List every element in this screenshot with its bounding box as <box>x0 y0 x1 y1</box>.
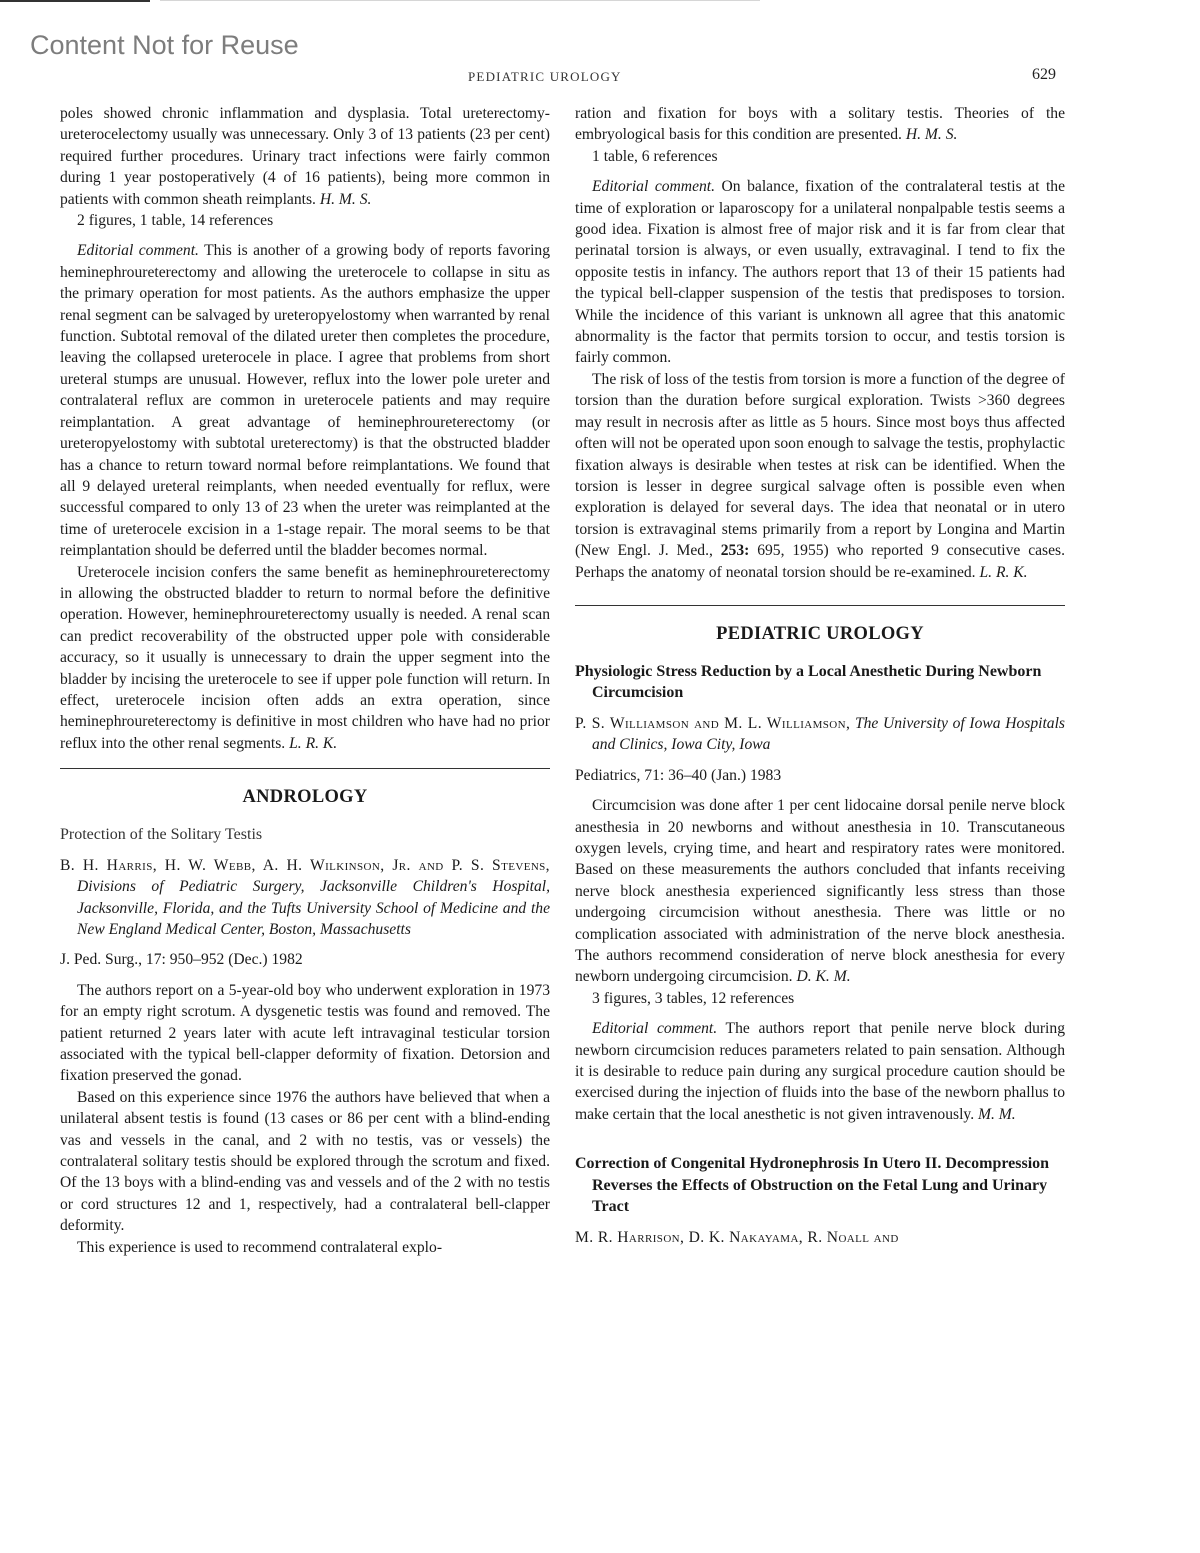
section-heading: ANDROLOGY <box>242 787 368 808</box>
article-authors <box>60 855 550 941</box>
section-divider <box>575 605 1065 606</box>
volume-number: 253: <box>720 542 750 560</box>
editorial-comment: Editorial comment. The authors report that penile nerve block during newborn circumcision reduces parameters related to pain sensation. Although it is desirable to reduce pain during any surgical procedure caution should be exercised during the injection of fluids into the base of the newborn phallus to make certain that the local anesthetic is not given intravenously. M. M. <box>575 1020 1065 1123</box>
scan-edge-line <box>0 0 150 2</box>
abstract-paragraph: Circumcision was done after 1 per cent lidocaine dorsal penile nerve block anesthesia in 20 newborns and without anesthesia in 10. Transcutaneous oxygen levels, crying time, and heart and respiratory rates were monitored. Based on these measurements the authors concluded that infants receiving nerve block anesthesia experienced significantly less stress than those undergoing circumcision without anesthesia. There was little or no complication associated with administration of the nerve block anesthesia. The authors recommend consideration of nerve block anesthesia for every newborn undergoing circumcision. D. K. M. <box>575 797 1065 986</box>
abstract-paragraph: This experience is used to recommend contralateral explo- <box>77 1238 443 1256</box>
watermark: Content Not for Reuse <box>30 30 299 60</box>
article-title: Protection of the Solitary Testis <box>60 826 263 844</box>
reference-count: 1 table, 6 references <box>592 147 718 165</box>
article-title: Correction of Congenital Hydronephrosis In Utero II. Decompression Reverses the Effects of Obstruction on the Fetal Lung and Urinary Tract <box>575 1155 1050 1216</box>
editorial-comment: Editorial comment. On balance, fixation of the contralateral testis at the time of exploration or laparoscopy for a unilateral nonpalpable testis seems a good idea. Fixation is almost free of major risk and it is far from clear that perinatal torsion is always, or even usually, extravaginal. I tend to fix the opposite testis in infancy. The authors report that 13 of their 15 patients had the typical bell-clapper suspension of the testis that predisposes to torsion. While the incidence of this variant is unknown all agree that this anatomic abnormality is the factor that permits torsion to occur, and testis torsion is fairly common. <box>575 178 1065 367</box>
editor-initials: L. R. K. <box>289 734 338 752</box>
editorial-label: Editorial comment. <box>592 1020 718 1038</box>
article-authors <box>575 1227 1065 1248</box>
reference-count: 3 figures, 3 tables, 12 references <box>592 989 795 1007</box>
section-heading: PEDIATRIC UROLOGY <box>716 623 924 644</box>
abstract-paragraph: The authors report on a 5-year-old boy who underwent exploration in 1973 for an empty right scrotum. A dysgenetic testis was found and removed. The patient returned 2 years later with acute left intravaginal testicular torsion associated with the typical bell-clapper deformity of fixation. Detorsion and fixation preserved the gonad. <box>60 981 550 1085</box>
abstractor-initials: H. M. S. <box>905 126 958 144</box>
editorial-paragraph: The risk of loss of the testis from torsion is more a function of the degree of torsion than the duration before surgical exploration. Twists >360 degrees may result in necrosis after as little as 5 hours. Since most boys thus affected often will not be operated upon soon enough to salvage the testis, prophylactic fixation always is desirable when testes at risk can be identified. When the torsion is lesser in degree surgical salvage often is possible even when exploration is delayed for several days. The idea that neonatal or in utero torsion is extravaginal stems primarily from a report by Longina and Martin (New Engl. J. Med., 253: 695, 1955) who reported 9 consecutive cases. Perhaps the anatomy of neonatal torsion should be re-examined. L. R. K. <box>575 370 1065 581</box>
author-affiliation: The University of Iowa Hospitals and Clinics, Iowa City, Iowa <box>592 714 1065 754</box>
article-authors <box>575 713 1065 756</box>
right-column <box>575 103 1065 1257</box>
section-divider <box>60 768 550 769</box>
editorial-label: Editorial comment. <box>592 178 716 196</box>
left-column <box>60 103 550 1258</box>
article-title: Physiologic Stress Reduction by a Local Anesthetic During Newborn Circumcision <box>575 662 1042 702</box>
abstract-paragraph: Based on this experience since 1976 the authors have believed that when a unilateral absent testis is found (13 cases or 86 per cent with a blind-ending vas and vessels in the canal, and 2 with no testis, vas or vessels) the contralateral solitary testis should be explored through the scrotum and fixed. Of the 13 boys with a blind-ending vas and vessels and of the 2 with no testis or cord structures 12 and 1, respectively, had a contralateral bell-clapper deformity. <box>60 1088 550 1235</box>
editorial-paragraph: Ureterocele incision confers the same benefit as heminephroureterectomy in allowing the obstructed bladder to return to normal before the definitive operation. However, heminephroureterectomy usually is needed. A renal scan can predict recoverability of the obstructed upper pole with considerable accuracy, so it usually is unnecessary to drain the upper segment into the bladder by incising the ureterocele to see if upper pole function will return. In effect, ureterocele incision often adds an extra operation, since heminephroureterectomy is definitive in most children who have had no prior reflux into the other renal segments. L. R. K. <box>60 563 550 752</box>
editor-initials: M. M. <box>978 1105 1016 1123</box>
editorial-label: Editorial comment. <box>77 242 199 260</box>
reference-count: 2 figures, 1 table, 14 references <box>77 212 274 230</box>
editorial-comment: Editorial comment. This is another of a growing body of reports favoring heminephroureterectomy and allowing the ureterocele to collapse in situ as the primary operation for most patients. As the authors emphasize the upper renal segment can be salvaged by ureteropyelostomy when warranted by renal function. Subtotal removal of the dilated ureter then completes the procedure, leaving the collapsed ureterocele in place. I agree that problems from short ureteral stumps are unusual. However, reflux into the lower pole ureter and contralateral reflux are common in ureterocele patients and may require reimplantation. A great advantage of heminephroureterectomy (or ureteropyelostomy with subtotal ureterectomy) is that the obstructed bladder has a chance to return toward normal before reimplantations. We found that all 9 delayed ureteral reimplants, when needed eventually for reflux, were successful compared to only 13 of 23 when the ureter was reimplanted at the time of ureterocele excision in a 1-stage repair. The moral seems to be that reimplantation should be deferred until the bladder becomes normal. <box>60 242 550 560</box>
author-names: M. R. Harrison, D. K. Nakayama, R. Noall and <box>575 1228 899 1246</box>
abstractor-initials: H. M. S. <box>319 190 372 208</box>
scan-edge-line <box>160 0 760 1</box>
continued-paragraph: ration and fixation for boys with a solitary testis. Theories of the embryological basis for this condition are presented. H. M. S. <box>575 105 1065 144</box>
journal-citation: J. Ped. Surg., 17: 950–952 (Dec.) 1982 <box>60 951 303 969</box>
author-names: B. H. Harris, H. W. Webb, A. H. Wilkinson, Jr. and P. S. Stevens, <box>60 856 550 874</box>
author-affiliation: Divisions of Pediatric Surgery, Jacksonville Children's Hospital, Jacksonville, Florida, and the Tufts University School of Medicine and the New England Medical Center, Boston, Massachusetts <box>77 878 550 938</box>
continued-paragraph: poles showed chronic inflammation and dysplasia. Total ureterectomy-ureterocelectomy usually was unnecessary. Only 3 of 13 patients (23 per cent) required further procedures. Urinary tract infections were fairly common during 1 year postoperatively (4 of 16 patients), being more common in patients with common sheath reimplants. H. M. S. <box>60 105 550 208</box>
abstractor-initials: D. K. M. <box>796 968 851 986</box>
running-head: PEDIATRIC UROLOGY <box>468 69 622 84</box>
author-names: P. S. Williamson and M. L. Williamson, <box>575 714 851 732</box>
journal-citation: Pediatrics, 71: 36–40 (Jan.) 1983 <box>575 766 782 784</box>
editor-initials: L. R. K. <box>979 563 1028 581</box>
page-number: 629 <box>1032 66 1056 83</box>
